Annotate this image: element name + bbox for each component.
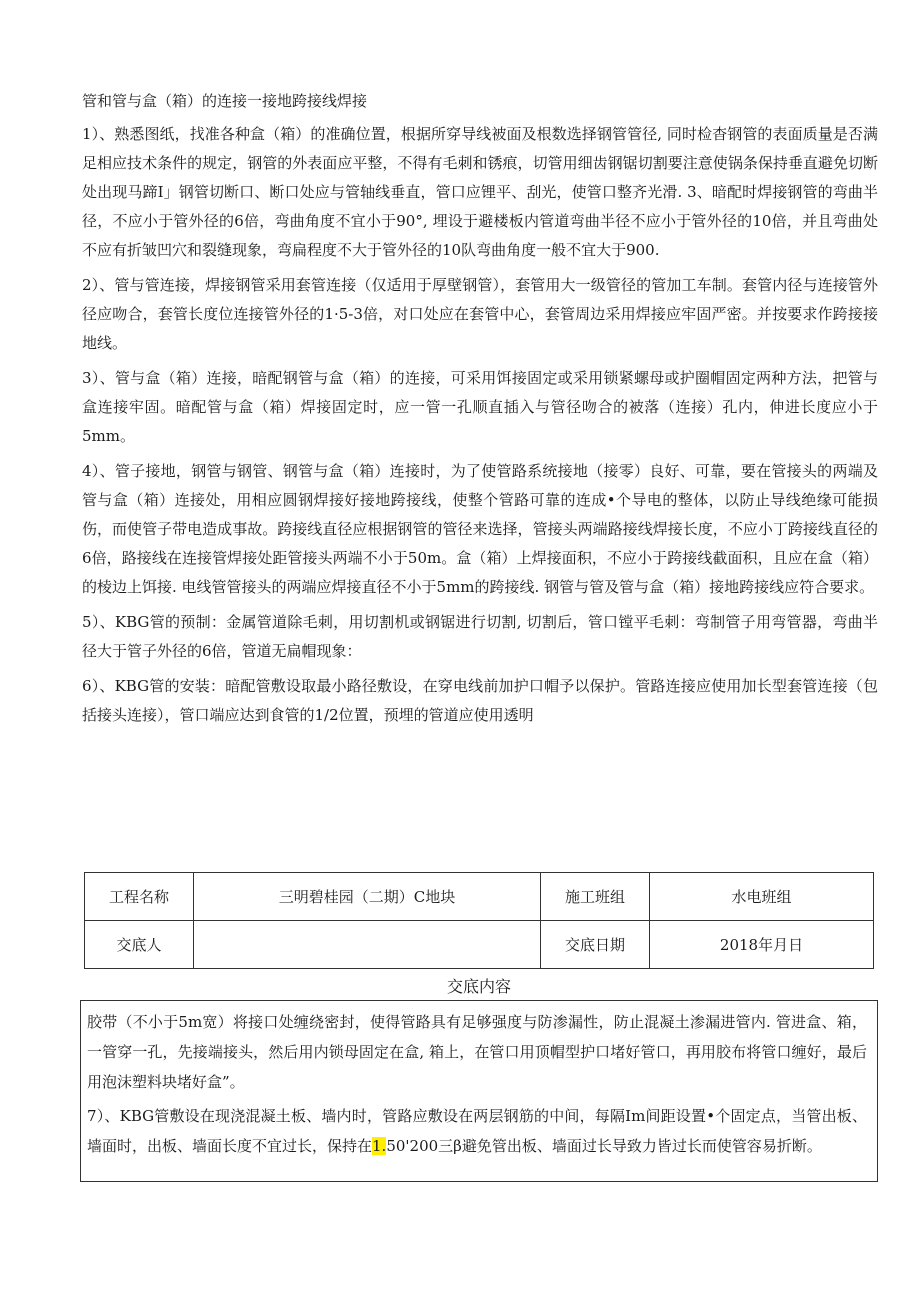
document-title: 管和管与盒（箱）的连接一接地跨接线焊接	[82, 92, 368, 110]
box-paragraph-1: 胶带（不小于5m宽）将接口处缠绕密封，使得管路具有足够强度与防渗漏性，防止混凝土渗漏进管内. 管进盒、箱，一管穿一孔，先接端接头，然后用内锁母固定在盒, 箱上，在管口用顶帽型护口堵好管口，再用胶布将管口缠好，最后用泡沫塑料块堵好盒”。	[87, 1013, 867, 1091]
team-value: 水电班组	[650, 873, 874, 921]
table-row	[85, 873, 874, 921]
project-name-value: 三明碧桂园（二期）C地块	[194, 873, 541, 921]
box-paragraph-2-before: 7）、KBG管敷设在现浇混凝土板、墙内时，管路应敷设在两层钢筋的中间，每隔Im间距设置•个固定点，当管出板、墙面时，出板、墙面长度不宜过长，保持在	[87, 1107, 867, 1155]
paragraph-5: 5）、KBG管的预制：金属管道除毛刺，用切割机或钢锯进行切割, 切割后，管口镗平毛刺：弯制管子用弯管器，弯曲半径大于管子外径的6倍，管道无扁帽现象：	[82, 613, 878, 660]
info-table	[84, 872, 874, 969]
table-row	[85, 921, 874, 969]
paragraph-2: 2）、管与管连接，焊接钢管采用套管连接（仅适用于厚壁钢管），套管用大一级管径的管加工车制。套管内径与连接管外径应吻合，套管长度位连接管外径的1·5-3倍，对口处应在套管中心，套管周边采用焊接应牢固严密。并按要求作跨接接地线。	[82, 276, 878, 352]
box-paragraph-2	[87, 1101, 867, 1161]
paragraph-4: 4）、管子接地，钢管与钢管、钢管与盒（箱）连接时，为了使管路系统接地（接零）良好、可靠，要在管接头的两端及管与盒（箱）连接处，用相应圆钢焊接好接地跨接线，使整个管路可靠的连成•个导电的整体，以防止导线绝缘可能损伤，而使管子带电造成事故。跨接线直径应根据钢管的管径来选择，管接头两端路接线焊接长度，不应小丁跨接线直径的6倍，路接线在连接管焊接处距管接头两端不小于50m。盒（箱）上焊接面积，不应小于跨接线截面积，且应在盒（箱）的棱边上饵接. 电线管管接头的两端应焊接直径不小于5mm的跨接线. 钢管与管及管与盒（箱）接地跨接线应符合要求。	[82, 462, 878, 596]
highlighted-text: 1.	[372, 1137, 387, 1155]
project-name-label: 工程名称	[85, 873, 194, 921]
team-label: 施工班组	[541, 873, 650, 921]
paragraph-1: 1）、熟悉图纸，找准各种盒（箱）的准确位置，根据所穿导线被面及根数选择钢管管径, 同时检杳钢管的表面质量是否满足相应技术条件的规定，钢管的外表面应平整，不得有毛刺和锈痕，切管用细齿钢锯切割要注意使锅条保持垂直避免切断处出现马蹄I」钢管切断口、断口处应与管轴线垂直，管口应锂平、刮光，使管口整齐光滑. 3、暗配时焊接钢管的弯曲半径，不应小于管外径的6倍，弯曲角度不宜小于90°, 埋设于避楼板内管道弯曲半径不应小于管外径的10倍，并且弯曲处不应有折皱凹穴和裂缝现象，弯扁程度不大于管外径的10队弯曲角度一般不宜大于900.	[82, 125, 878, 259]
content-box	[80, 1000, 878, 1182]
handover-person-label: 交底人	[85, 921, 194, 969]
handover-date-value: 2018年月日	[650, 921, 874, 969]
document-body	[82, 88, 878, 730]
handover-date-label: 交底日期	[541, 921, 650, 969]
handover-person-value	[194, 921, 541, 969]
paragraph-3: 3）、管与盒（箱）连接，暗配钢管与盒（箱）的连接，可采用饵接固定或采用锁紧螺母或护圈帽固定两种方法，把管与盒连接牢固。暗配管与盒（箱）焊接固定时，应一管一孔顺直插入与管径吻合的被落（连接）孔内，伸进长度应小于5mm。	[82, 369, 878, 445]
box-paragraph-2-after: 50'200三β避免管出板、墙面过长导致力皆过长而使管容易折断。	[386, 1137, 822, 1155]
content-heading: 交底内容	[446, 977, 511, 996]
paragraph-6: 6）、KBG管的安装：暗配管敷设取最小路径敷设，在穿电线前加护口帽予以保护。管路连接应使用加长型套管连接（包括接头连接），管口端应达到食管的1/2位置，预埋的管道应使用透明	[82, 677, 878, 724]
